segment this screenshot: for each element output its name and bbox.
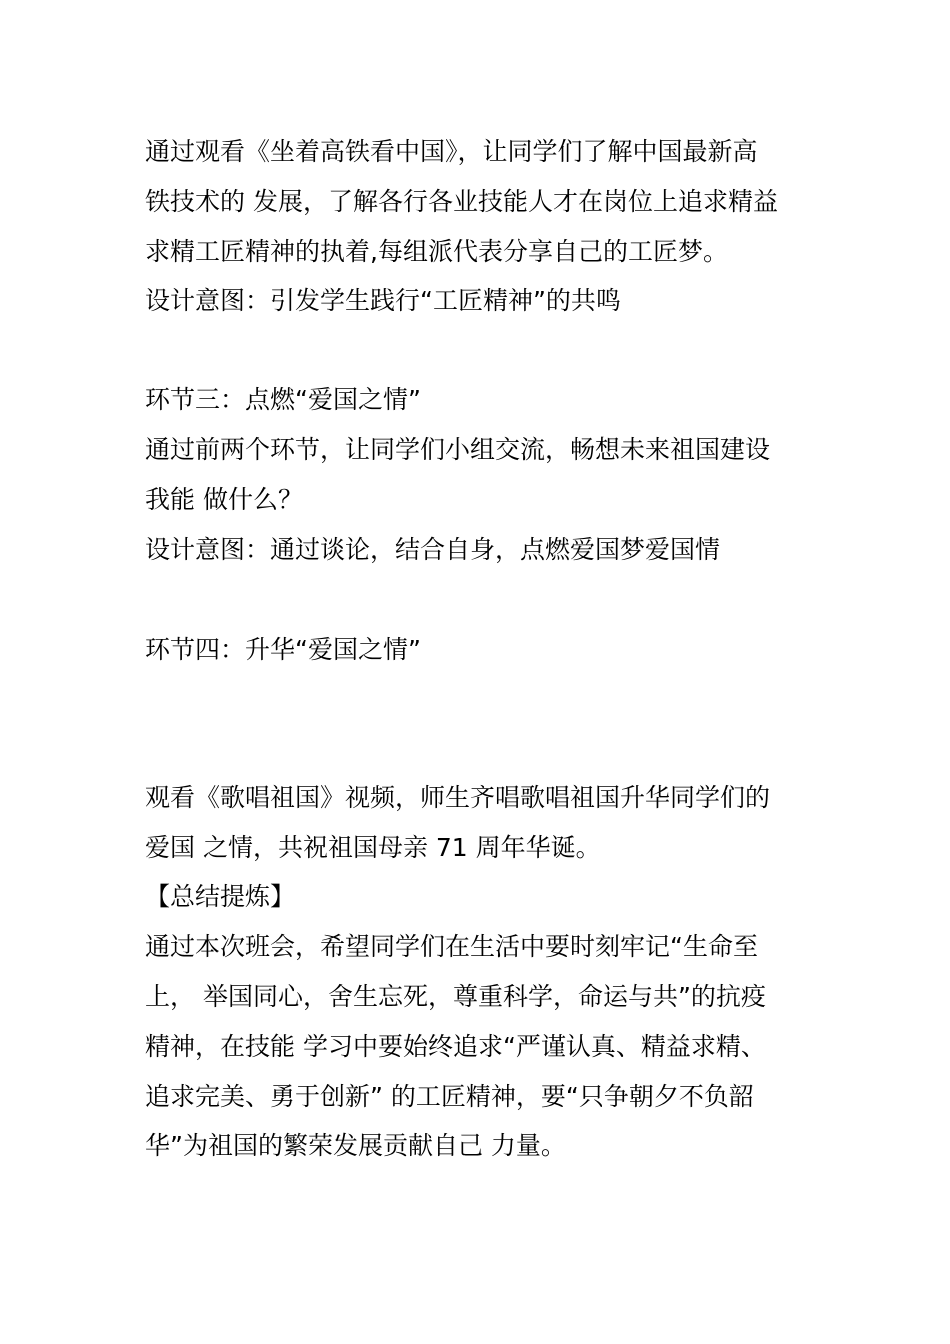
paragraph-line: 华”为祖国的繁荣发展贡献自己 力量。: [145, 1131, 566, 1160]
paragraph-line: 通过本次班会，希望同学们在生活中要时刻牢记“生命至: [145, 932, 758, 961]
design-intent-line: 设计意图：通过谈论，结合自身，点燃爱国梦爱国情: [145, 535, 721, 564]
summary-heading: 【总结提炼】: [145, 882, 296, 911]
paragraph-line: 观看《歌唱祖国》视频，师生齐唱歌唱祖国升华同学们的: [145, 783, 771, 812]
paragraph-line: 爱国 之情，共祝祖国母亲 71 周年华诞。: [145, 833, 601, 862]
section-heading: 环节三：点燃“爱国之情”: [145, 385, 421, 414]
paragraph-line: 铁技术的 发展，了解各行各业技能人才在岗位上追求精益: [145, 187, 778, 216]
paragraph-line: 追求完美、勇于创新” 的工匠精神，要“只争朝夕不负韶: [145, 1082, 754, 1111]
paragraph-line: 通过观看《坐着高铁看中国》，让同学们了解中国最新高: [145, 137, 758, 166]
paragraph-line: 精神，在技能 学习中要始终追求“严谨认真、精益求精、: [145, 1032, 766, 1061]
section-heading: 环节四：升华“爱国之情”: [145, 635, 421, 664]
paragraph-line: 我能 做什么？: [145, 485, 303, 514]
paragraph-line: 求精工匠精神的执着,每组派代表分享自己的工匠梦。: [145, 237, 728, 266]
paragraph-line: 上， 举国同心，舍生忘死，尊重科学，命运与共”的抗疫: [145, 982, 766, 1011]
design-intent-line: 设计意图：引发学生践行“工匠精神”的共鸣: [145, 286, 621, 315]
paragraph-line: 通过前两个环节，让同学们小组交流，畅想未来祖国建设: [145, 435, 771, 464]
